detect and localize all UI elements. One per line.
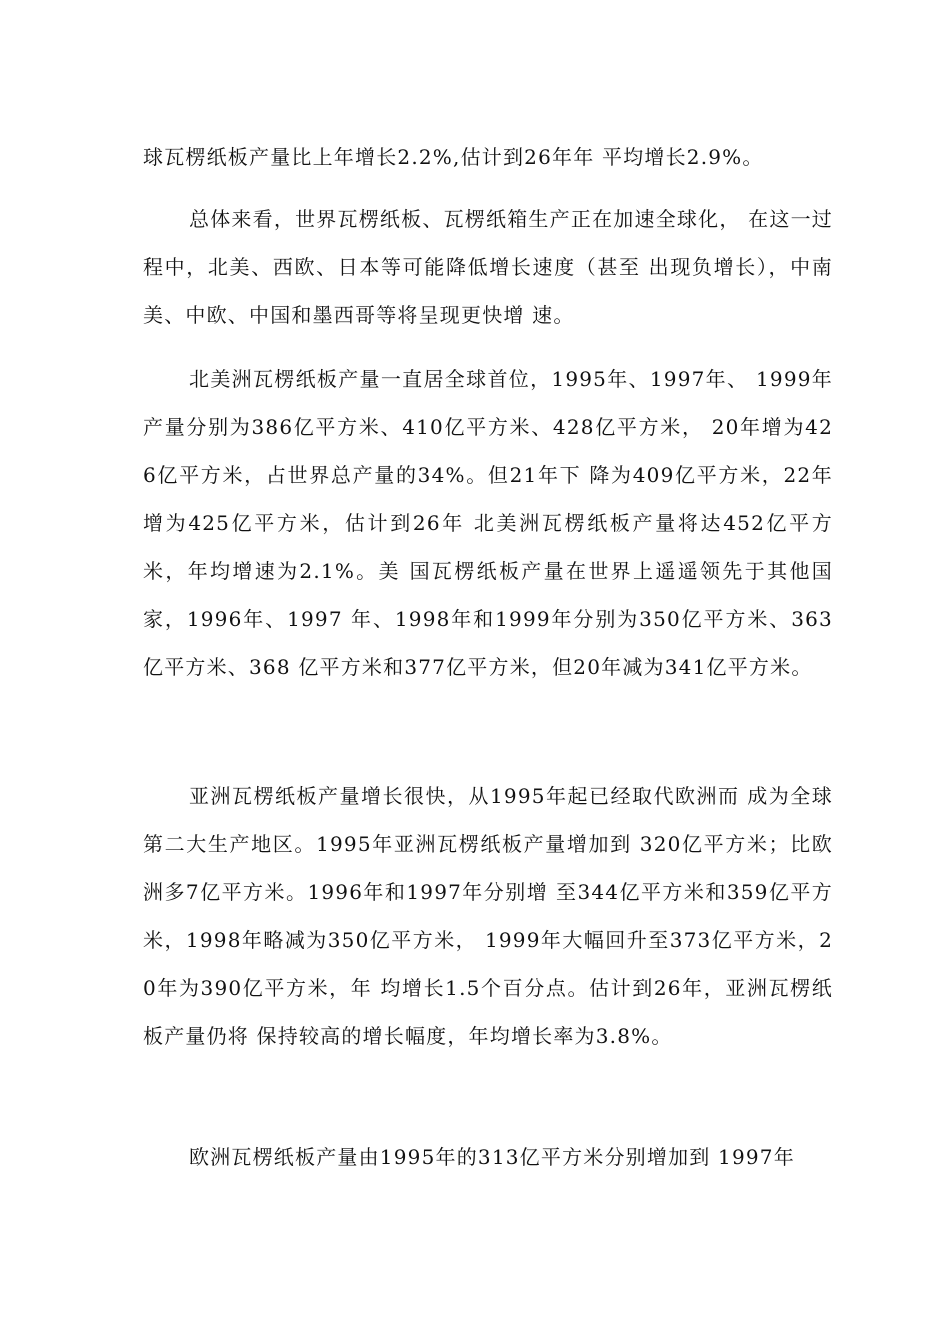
paragraph-north-america: 北美洲瓦楞纸板产量一直居全球首位，1995年、1997年、 1999年产量分别为386亿平方米、410亿平方米、428亿平方米， 20年增为426亿平方米，占世界总产量的34%。但21年下 降为409亿平方米，22年增为425亿平方米，估计到26年 北美洲瓦楞纸板产量将达452亿平方米，年均增速为2.1%。美 国瓦楞纸板产量在世界上遥遥领先于其他国家，1996年、1997 年、1998年和1999年分别为350亿平方米、363亿平方米、368 亿平方米和377亿平方米，但20年减为341亿平方米。 <box>143 367 833 679</box>
paragraph-europe: 欧洲瓦楞纸板产量由1995年的313亿平方米分别增加到 1997年 <box>189 1145 795 1169</box>
paragraph-global-trend: 总体来看，世界瓦楞纸板、瓦楞纸箱生产正在加速全球化， 在这一过程中，北美、西欧、日本等可能降低增长速度（甚至 出现负增长），中南美、中欧、中国和墨西哥等将呈现更快增 速。 <box>143 207 833 327</box>
paragraph-asia: 亚洲瓦楞纸板产量增长很快，从1995年起已经取代欧洲而 成为全球第二大生产地区。1995年亚洲瓦楞纸板产量增加到 320亿平方米；比欧洲多7亿平方米。1996年和1997年分别增 至344亿平方米和359亿平方米，1998年略减为350亿平方米， 1999年大幅回升至373亿平方米，20年为390亿平方米，年 均增长1.5个百分点。估计到26年，亚洲瓦楞纸板产量仍将 保持较高的增长幅度，年均增长率为3.8%。 <box>143 784 833 1048</box>
paragraph-continuation: 球瓦楞纸板产量比上年增长2.2%,估计到26年年 平均增长2.9%。 <box>143 145 764 169</box>
